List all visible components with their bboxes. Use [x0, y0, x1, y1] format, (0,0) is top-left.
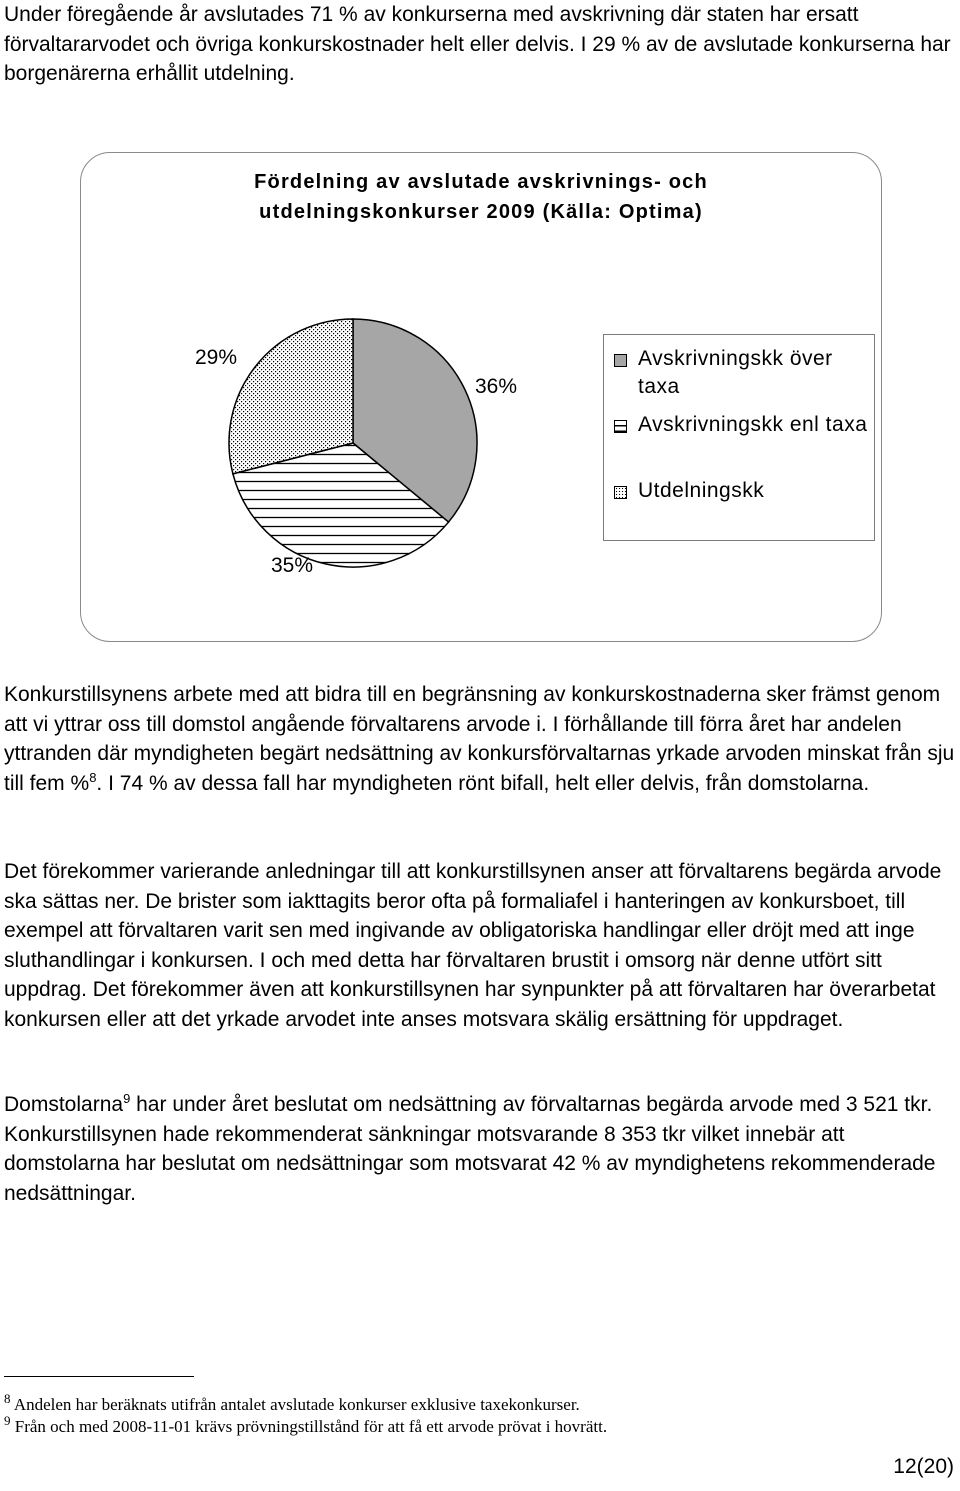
intro-paragraph: Under föregående år avslutades 71 % av konkurserna med avskrivning där staten har ersatt förvaltararvodet och övriga konkurskostnader helt eller delvis. I 29 % av de avslutade konkurserna har borgenärerna erhållit utdelning.: [4, 3, 951, 85]
page-number: 12(20): [893, 1455, 954, 1478]
chart-legend: [603, 334, 875, 541]
footnote-number: 8: [4, 1391, 11, 1406]
footnote-8: [4, 1391, 580, 1416]
pie-chart: [80, 152, 882, 642]
chart-title-line2: utdelningskonkurser 2009 (Källa: Optima): [259, 201, 703, 223]
paragraph-domstolarna-pre: Domstolarna: [4, 1093, 124, 1116]
chart-title-line1: Fördelning av avslutade avskrivnings- och: [254, 171, 708, 193]
footnote-text: Andelen har beräknats utifrån antalet avslutade konkurser exklusive taxekonkurser.: [13, 1395, 580, 1414]
legend-swatch-solid-icon: [614, 354, 627, 367]
paragraph-arvode-pre: Konkurstillsynens arbete med att bidra till en begränsning av konkurskostnaderna sker främst genom att vi yttrar oss till domstol angående förvaltarens arvode i. I förhållande till förra året har andelen yttranden där myndigheten begärt nedsättning av konkursförvaltarnas yrkade arvoden minskat från sju till fem %: [4, 683, 955, 795]
legend-swatch-dots-icon: [614, 486, 627, 499]
footnote-ref-8: 8: [89, 769, 97, 785]
legend-label: Utdelningskk: [638, 479, 765, 502]
label-avskr-enl-pct: 35%: [271, 554, 314, 577]
footnote-number: 9: [4, 1413, 11, 1428]
footnote-9: [4, 1413, 608, 1438]
paragraph-arvode: [4, 680, 956, 798]
paragraph-arvode-post: . I 74 % av dessa fall har myndigheten rönt bifall, helt eller delvis, från domstolarna.: [96, 771, 870, 795]
legend-label: Avskrivningskk över taxa: [638, 347, 833, 398]
label-utdelning-pct: 29%: [195, 346, 238, 369]
legend-label: Avskrivningskk enl taxa: [638, 413, 868, 436]
paragraph-anledningar: Det förekommer varierande anledningar till att konkurstillsynen anser att förvaltarens begärda arvode ska sättas ner. De brister som iakttagits beror ofta på formaliafel i hanteringen av konkursboet, till exempel att förvaltaren varit sen med ingivande av obligatoriska handlingar eller dröjt med att inge sluthandlingar i konkursen. I och med detta har förvaltaren brustit i omsorg när denne utfört sitt uppdrag. Det förekommer även att konkurstillsynen har synpunkter på att förvaltaren har överarbetat konkursen eller att det yrkade arvodet inte anses motsvara skälig ersättning för uppdraget.: [4, 860, 942, 1031]
legend-swatch-hatch-icon: [614, 420, 627, 433]
footnote-divider: [4, 1376, 194, 1377]
paragraph-domstolarna-post: har under året beslutat om nedsättning av förvaltarnas begärda arvode med 3 521 tkr. Konkurstillsynen hade rekommenderat sänkningar motsvarande 8 353 tkr vilket innebär att domstolarna har beslutat om nedsättningar som motsvarat 42 % av myndighetens rekommenderade nedsättningar.: [4, 1093, 936, 1205]
footnote-text: Från och med 2008-11-01 krävs prövningstillstånd för att få ett arvode prövat i hovrätt.: [14, 1417, 608, 1436]
label-avskr-over-pct: 36%: [475, 375, 518, 398]
paragraph-domstolarna: [4, 1090, 956, 1208]
footnote-ref-9: 9: [123, 1091, 131, 1106]
